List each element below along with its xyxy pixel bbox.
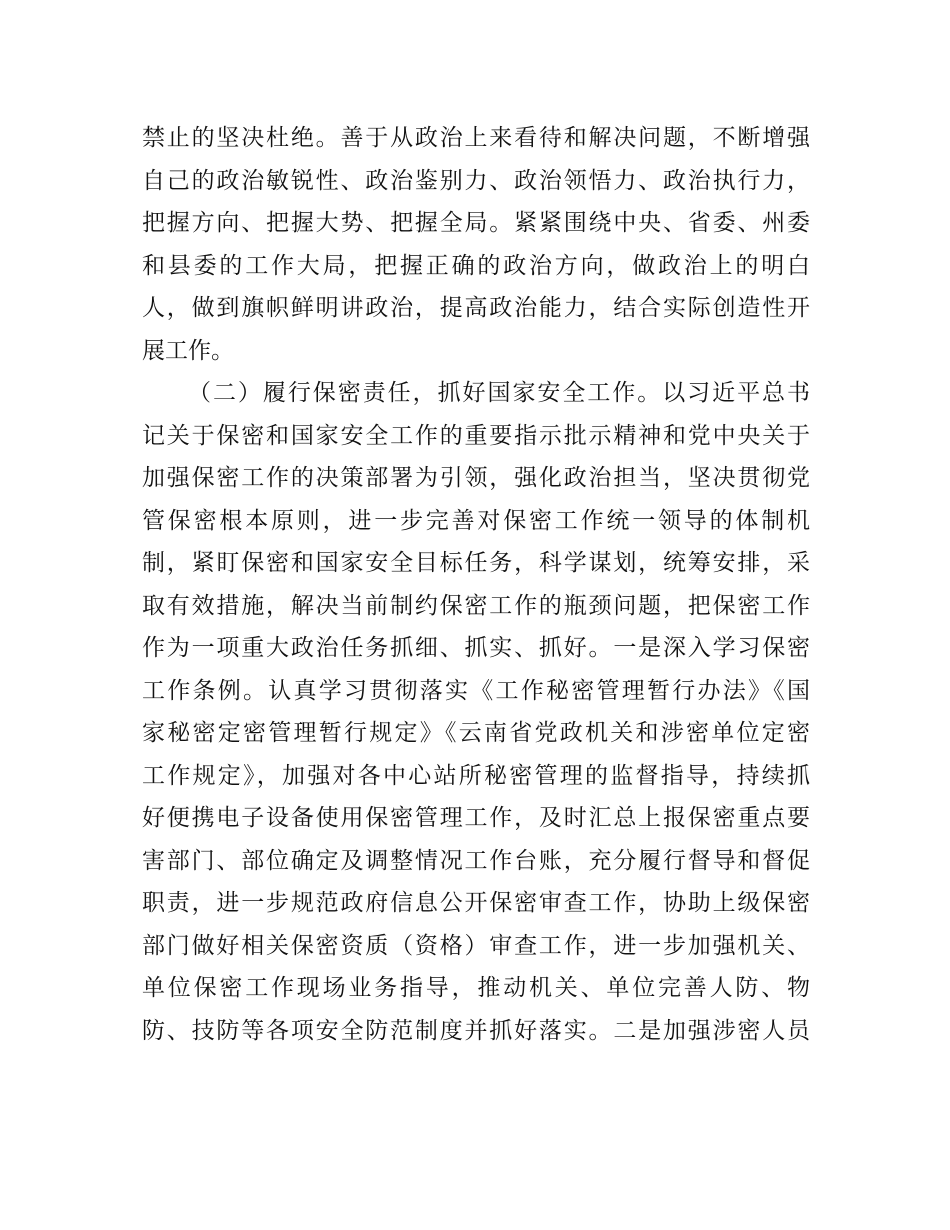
paragraph-1 — [142, 117, 810, 372]
paragraph-line: 把握方向、把握大势、把握全局。紧紧围绕中央、省委、州委 — [142, 210, 810, 236]
paragraph-line: 家秘密定密管理暂行规定》《云南省党政机关和涉密单位定密 — [142, 720, 810, 746]
paragraph-line: 和县委的工作大局，把握正确的政治方向，做政治上的明白 — [142, 252, 810, 279]
paragraph-line: 取有效措施，解决当前制约保密工作的瓶颈问题，把保密工作 — [142, 592, 810, 619]
paragraph-line: （二）履行保密责任，抓好国家安全工作。以习近平总书 — [188, 380, 810, 406]
paragraph-line: 展工作。 — [142, 337, 234, 364]
paragraph-line: 作为一项重大政治任务抓细、抓实、抓好。一是深入学习保密 — [142, 635, 810, 661]
paragraph-line: 工作条例。认真学习贯彻落实《工作秘密管理暂行办法》《国 — [142, 677, 810, 704]
paragraph-line: 禁止的坚决杜绝。善于从政治上来看待和解决问题，不断增强 — [142, 125, 810, 151]
paragraph-line: 部门做好相关保密资质（资格）审查工作，进一步加强机关、 — [142, 932, 810, 959]
paragraph-line: 制，紧盯保密和国家安全目标任务，科学谋划，统筹安排，采 — [142, 550, 810, 576]
paragraph-line: 害部门、部位确定及调整情况工作台账，充分履行督导和督促 — [142, 847, 810, 874]
paragraph-line: 防、技防等各项安全防范制度并抓好落实。二是加强涉密人员 — [142, 1017, 810, 1044]
paragraph-2 — [142, 372, 810, 1052]
paragraph-line: 职责，进一步规范政府信息公开保密审查工作，协助上级保密 — [142, 890, 810, 916]
paragraph-line: 人，做到旗帜鲜明讲政治，提高政治能力，结合实际创造性开 — [142, 295, 810, 321]
paragraph-line: 好便携电子设备使用保密管理工作，及时汇总上报保密重点要 — [142, 805, 810, 831]
paragraph-line: 工作规定》，加强对各中心站所秘密管理的监督指导，持续抓 — [142, 762, 810, 789]
paragraph-line: 单位保密工作现场业务指导，推动机关、单位完善人防、物 — [142, 975, 810, 1001]
paragraph-line: 加强保密工作的决策部署为引领，强化政治担当，坚决贯彻党 — [142, 465, 810, 491]
paragraph-line: 管保密根本原则，进一步完善对保密工作统一领导的体制机 — [142, 507, 810, 534]
paragraph-line: 记关于保密和国家安全工作的重要指示批示精神和党中央关于 — [142, 422, 810, 449]
paragraph-line: 自己的政治敏锐性、政治鉴别力、政治领悟力、政治执行力， — [142, 167, 810, 194]
